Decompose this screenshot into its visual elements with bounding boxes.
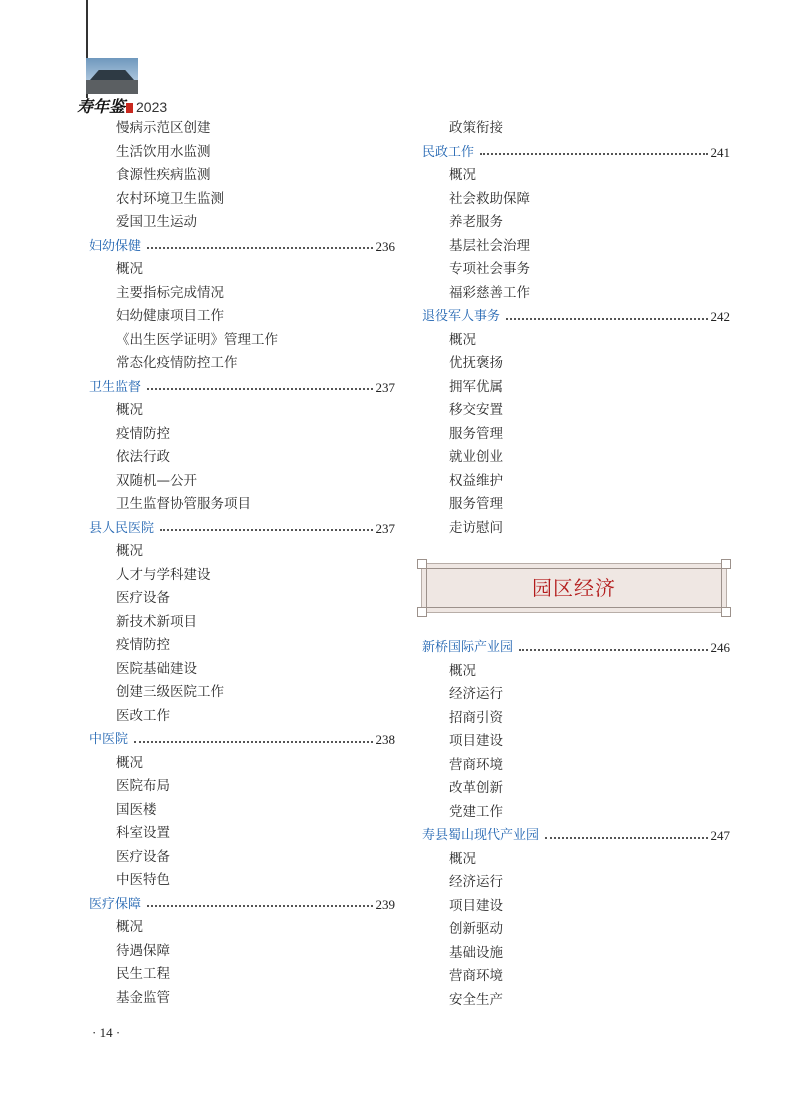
toc-subentry[interactable]: 新技术新项目 <box>116 613 197 630</box>
toc-subentry[interactable]: 养老服务 <box>449 214 503 230</box>
toc-subentry[interactable]: 经济运行 <box>449 874 503 890</box>
toc-subentry[interactable]: 优抚褒扬 <box>449 355 503 371</box>
toc-subentry[interactable]: 经济运行 <box>449 686 503 702</box>
toc-section-entry[interactable] <box>89 893 395 917</box>
toc-subentry[interactable]: 移交安置 <box>449 402 503 418</box>
toc-leader-dots <box>147 247 372 249</box>
toc-leader-dots <box>506 318 707 320</box>
toc-right-column-top <box>422 117 730 540</box>
toc-subentry[interactable]: 营商环境 <box>449 756 503 773</box>
toc-subentry[interactable]: 概况 <box>116 402 143 418</box>
toc-page-number: 247 <box>710 828 730 843</box>
toc-subentry[interactable]: 安全生产 <box>449 991 503 1008</box>
toc-subentry[interactable]: 慢病示范区创建 <box>116 120 211 136</box>
toc-subentry[interactable]: 党建工作 <box>449 803 503 820</box>
toc-subentry[interactable]: 概况 <box>449 662 476 679</box>
toc-subentry[interactable]: 依法行政 <box>116 449 170 465</box>
toc-section-title: 新桥国际产业园 <box>422 640 514 655</box>
toc-section-title: 县人民医院 <box>89 520 155 536</box>
header-banner-image <box>86 58 138 94</box>
toc-subentry[interactable]: 社会救助保障 <box>449 190 530 207</box>
toc-section-entry[interactable] <box>89 517 395 541</box>
toc-section-entry[interactable] <box>422 636 730 660</box>
toc-section-entry[interactable] <box>422 824 730 848</box>
toc-page-number: 238 <box>375 732 395 747</box>
toc-section-title: 民政工作 <box>422 144 475 160</box>
toc-subentry[interactable]: 项目建设 <box>449 897 503 914</box>
toc-section-title: 中医院 <box>89 732 129 747</box>
toc-section-title: 卫生监督 <box>89 379 142 395</box>
toc-subentry[interactable]: 医疗设备 <box>116 590 170 606</box>
toc-subentry[interactable]: 营商环境 <box>449 968 503 984</box>
toc-subentry[interactable]: 概况 <box>116 919 143 935</box>
toc-subentry[interactable]: 服务管理 <box>449 496 503 512</box>
chapter-heading-box <box>421 563 727 613</box>
toc-subentry[interactable]: 医院布局 <box>116 778 170 794</box>
toc-subentry[interactable]: 农村环境卫生监测 <box>116 190 224 207</box>
toc-subentry[interactable]: 《出生医学证明》管理工作 <box>116 331 278 348</box>
page-number: · 14 · <box>92 1025 121 1040</box>
toc-page-number: 242 <box>710 309 730 324</box>
toc-subentry[interactable]: 政策衔接 <box>449 120 503 136</box>
toc-subentry[interactable]: 就业创业 <box>449 449 503 465</box>
toc-subentry[interactable]: 基础设施 <box>449 944 503 961</box>
toc-subentry[interactable]: 权益维护 <box>449 472 503 489</box>
toc-subentry[interactable]: 医改工作 <box>116 707 170 724</box>
gate-wall <box>86 80 138 94</box>
toc-subentry[interactable]: 专项社会事务 <box>449 261 530 277</box>
toc-section-entry[interactable] <box>89 235 395 259</box>
yearbook-logo <box>77 94 167 117</box>
toc-right-column-bottom <box>422 636 730 1012</box>
toc-subentry[interactable]: 民生工程 <box>116 966 170 982</box>
toc-subentry[interactable]: 待遇保障 <box>116 942 170 959</box>
toc-subentry[interactable]: 走访慰问 <box>449 519 503 536</box>
toc-subentry[interactable]: 创新驱动 <box>449 921 503 937</box>
toc-subentry[interactable]: 疫情防控 <box>116 637 170 653</box>
toc-subentry[interactable]: 概况 <box>449 331 476 348</box>
toc-leader-dots <box>480 153 707 155</box>
seal-icon <box>126 103 133 113</box>
toc-subentry[interactable]: 创建三级医院工作 <box>116 684 224 700</box>
toc-subentry[interactable]: 疫情防控 <box>116 425 170 442</box>
toc-section-title: 妇幼保健 <box>89 238 142 254</box>
toc-subentry[interactable]: 项目建设 <box>449 733 503 749</box>
toc-leader-dots <box>545 837 707 839</box>
toc-section-title: 医疗保障 <box>89 896 142 912</box>
toc-subentry[interactable]: 福彩慈善工作 <box>449 284 530 301</box>
toc-subentry[interactable]: 国医楼 <box>116 801 157 818</box>
chapter-title: 园区经济 <box>532 576 616 600</box>
toc-section-entry[interactable] <box>422 141 730 165</box>
toc-page-number: 239 <box>375 896 395 912</box>
toc-section-entry[interactable] <box>89 728 395 752</box>
toc-subentry[interactable]: 人才与学科建设 <box>116 566 211 583</box>
toc-subentry[interactable]: 服务管理 <box>449 425 503 442</box>
toc-leader-dots <box>147 905 372 907</box>
toc-subentry[interactable]: 常态化疫情防控工作 <box>116 355 238 371</box>
toc-subentry[interactable]: 食源性疾病监测 <box>116 167 211 183</box>
logo-text: 寿年鉴 <box>77 97 126 116</box>
toc-subentry[interactable]: 医疗设备 <box>116 848 170 865</box>
gate-roof <box>90 70 134 80</box>
toc-page-number: 246 <box>710 640 730 655</box>
toc-subentry[interactable]: 医院基础建设 <box>116 660 197 677</box>
toc-leader-dots <box>160 529 372 531</box>
toc-section-title: 退役军人事务 <box>422 309 501 324</box>
toc-subentry[interactable]: 主要指标完成情况 <box>116 284 224 301</box>
toc-subentry[interactable]: 概况 <box>116 543 143 559</box>
toc-subentry[interactable]: 概况 <box>449 850 476 867</box>
toc-subentry[interactable]: 妇幼健康项目工作 <box>116 308 224 324</box>
toc-page-number: 237 <box>375 520 395 536</box>
toc-subentry[interactable]: 生活饮用水监测 <box>116 143 211 160</box>
toc-page-number: 237 <box>375 379 395 395</box>
toc-subentry[interactable]: 中医特色 <box>116 872 170 888</box>
toc-leader-dots <box>134 741 372 743</box>
toc-subentry[interactable]: 拥军优属 <box>449 378 503 395</box>
toc-subentry[interactable]: 概况 <box>116 261 143 277</box>
toc-subentry[interactable]: 基金监管 <box>116 989 170 1006</box>
toc-subentry[interactable]: 改革创新 <box>449 780 503 796</box>
toc-subentry[interactable]: 科室设置 <box>116 825 170 841</box>
toc-subentry[interactable]: 概况 <box>116 754 143 771</box>
toc-left-column <box>89 117 395 1010</box>
toc-leader-dots <box>519 649 707 651</box>
toc-subentry[interactable]: 卫生监督协管服务项目 <box>116 496 251 512</box>
toc-section-entry[interactable] <box>89 376 395 400</box>
toc-subentry[interactable]: 爱国卫生运动 <box>116 214 197 230</box>
toc-subentry[interactable]: 双随机—公开 <box>116 472 197 489</box>
toc-page-number: 241 <box>710 144 730 160</box>
toc-page-number: 236 <box>375 238 395 254</box>
toc-section-title: 寿县蜀山现代产业园 <box>422 828 540 843</box>
logo-year: 2023 <box>136 99 168 115</box>
toc-section-entry[interactable] <box>422 305 730 329</box>
toc-leader-dots <box>147 388 372 390</box>
toc-subentry[interactable]: 概况 <box>449 167 476 183</box>
toc-subentry[interactable]: 基层社会治理 <box>449 237 530 254</box>
toc-subentry[interactable]: 招商引资 <box>449 709 503 726</box>
